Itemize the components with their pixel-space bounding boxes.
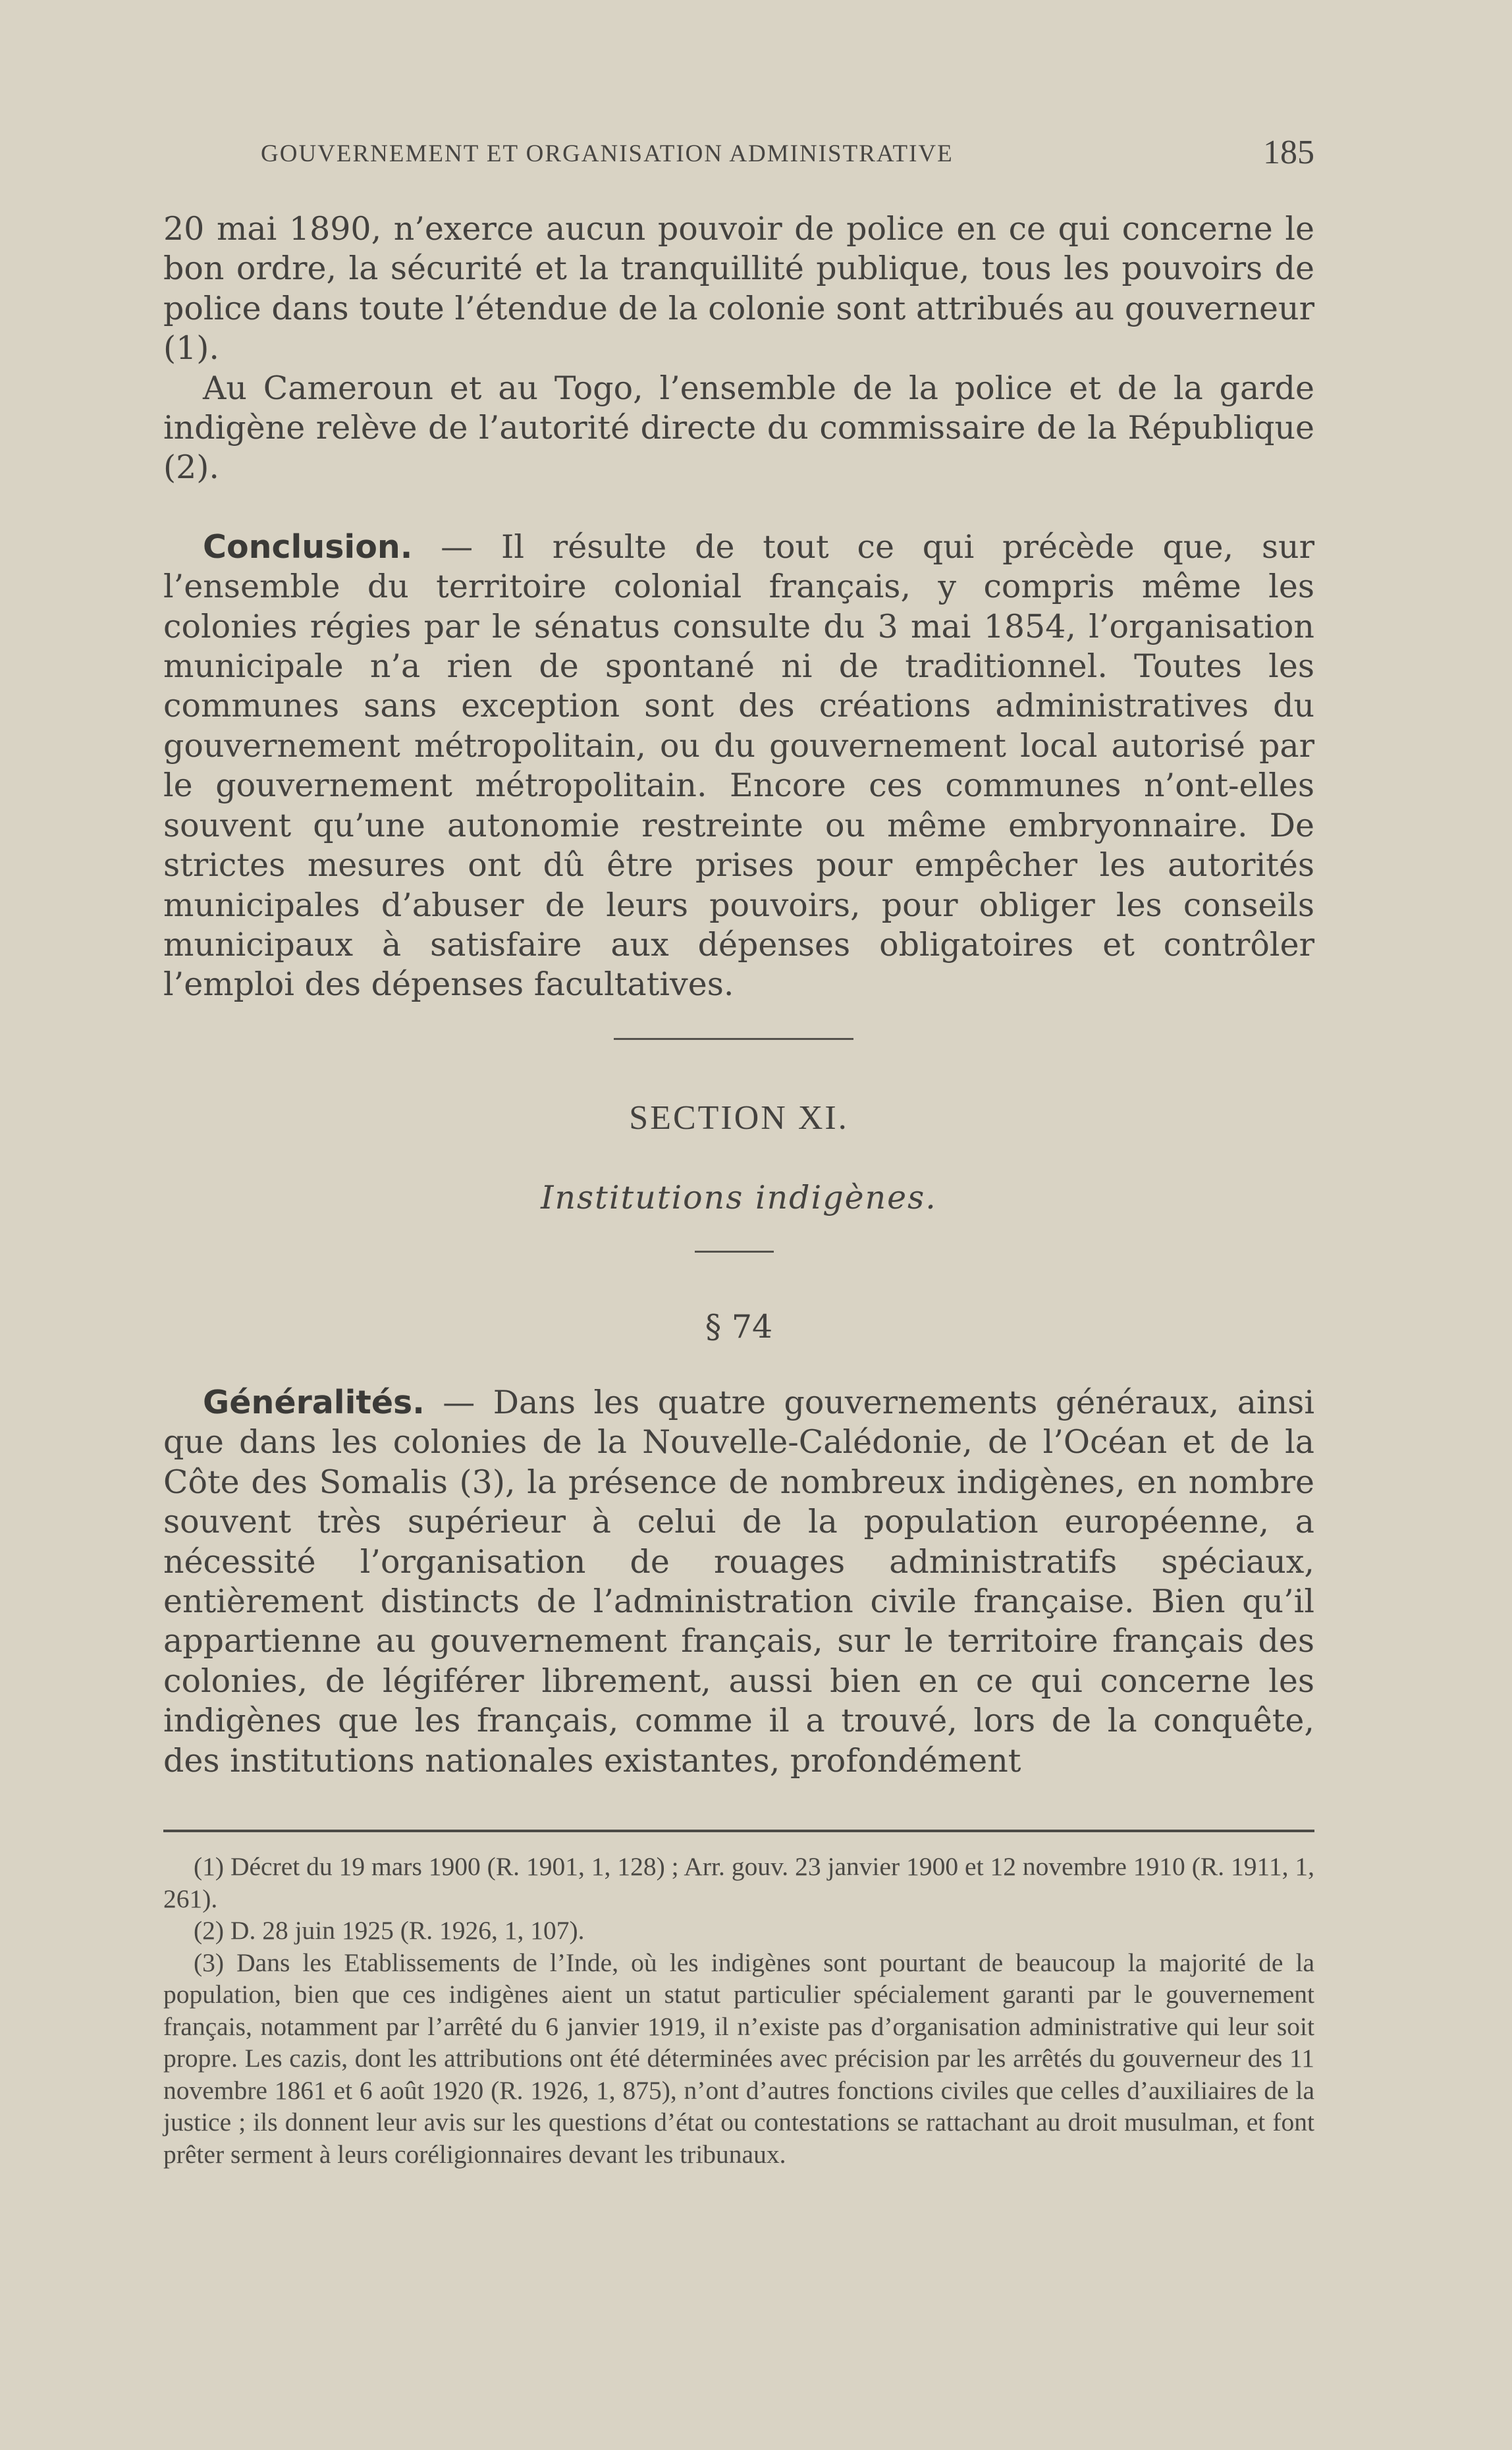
section-divider-rule bbox=[614, 1038, 853, 1040]
running-header bbox=[261, 134, 1314, 171]
generalites-heading: Généralités. bbox=[203, 1384, 425, 1421]
section-subtitle: Institutions indigènes. bbox=[541, 1179, 937, 1216]
paragraph-generalites bbox=[163, 1383, 1314, 1781]
footnote-3: (3) Dans les Etablissements de l’Inde, où les indigènes sont pourtant de beaucoup la majorité de la population, bien que ces indigènes aient un statut particulier spécialement garanti par le gouvernement français, notamment par l’arrêté du 6 janvier 1919, il n’existe pas d’organisation administrative qui leur soit propre. Les cazis, dont les attributions ont été déterminées avec précision par les arrêtés du gouverneur des 11 novembre 1861 et 6 août 1920 (R. 1926, 1, 875), n’ont d’autres fonctions civiles que celles d’auxiliaires de la justice ; ils donnent leur avis sur les questions d’état ou contestations se rattachant au droit musulman, et font prêter serment à leurs coréligionnaires devant les tribunaux. bbox=[163, 1947, 1314, 2169]
paragraph-continued: 20 mai 1890, n’exerce aucun pouvoir de police en ce qui concerne le bon ordre, la sécurité et la tranquillité publique, tous les pouvoirs de police dans toute l’étendue de la colonie sont attribués au gouverneur (1). bbox=[163, 210, 1314, 368]
conclusion-heading: Conclusion. bbox=[203, 528, 413, 566]
main-text-block bbox=[163, 209, 1314, 1005]
generalites-text-block bbox=[163, 1383, 1314, 1781]
page-number: 185 bbox=[1263, 134, 1314, 171]
footnote-rule bbox=[163, 1830, 1314, 1832]
running-title: GOUVERNEMENT ET ORGANISATION ADMINISTRATIVE bbox=[261, 140, 954, 167]
conclusion-text: — Il résulte de tout ce qui précède que, sur l’ensemble du territoire colonial français, y compris même les colonies régies par le sénatus consulte du 3 mai 1854, l’organisation municipale n’a rien de spontané ni de traditionnel. Toutes les communes sans exception sont des créations administratives du gouvernement métropolitain, ou du gouvernement local autorisé par le gouvernement métropolitain. Encore ces communes n’ont-elles souvent qu’une autonomie restreinte ou même embryonnaire. De strictes mesures ont dû être prises pour empêcher les autorités municipales d’abuser de leurs pouvoirs, pour obliger les conseils municipaux à satisfaire aux dépenses obligatoires et contrôler l’emploi des dépenses facultatives. bbox=[163, 528, 1314, 1004]
generalites-text: — Dans les quatre gouvernements généraux, ainsi que dans les colonies de la Nouvelle-Calédonie, de l’Océan et de la Côte des Somalis (3), la présence de nombreux indigènes, en nombre souvent très supérieur à celui de la population européenne, a nécessité l’organisation de rouages administratifs spéciaux, entièrement distincts de l’administration civile française. Bien qu’il appartienne au gouvernement français, sur le territoire français des colonies, de légiférer librement, aussi bien en ce qui concerne les indigènes que les français, comme il a trouvé, lors de la conquête, des institutions nationales existantes, profondément bbox=[163, 1384, 1314, 1780]
paragraph-conclusion bbox=[163, 528, 1314, 1005]
footnotes bbox=[163, 1851, 1314, 2170]
footnote-1: (1) Décret du 19 mars 1900 (R. 1901, 1, 128) ; Arr. gouv. 23 janvier 1900 et 12 novembre 1910 (R. 1911, 1, 261). bbox=[163, 1852, 1314, 1913]
paragraph-number: § 74 bbox=[705, 1308, 773, 1346]
subtitle-rule bbox=[695, 1251, 774, 1253]
paragraph-cameroun-togo: Au Cameroun et au Togo, l’ensemble de la police et de la garde indigène relève de l’autorité directe du commissaire de la République (2). bbox=[163, 369, 1314, 487]
footnote-2: (2) D. 28 juin 1925 (R. 1926, 1, 107). bbox=[194, 1916, 585, 1945]
section-title: SECTION XI. bbox=[629, 1099, 849, 1137]
